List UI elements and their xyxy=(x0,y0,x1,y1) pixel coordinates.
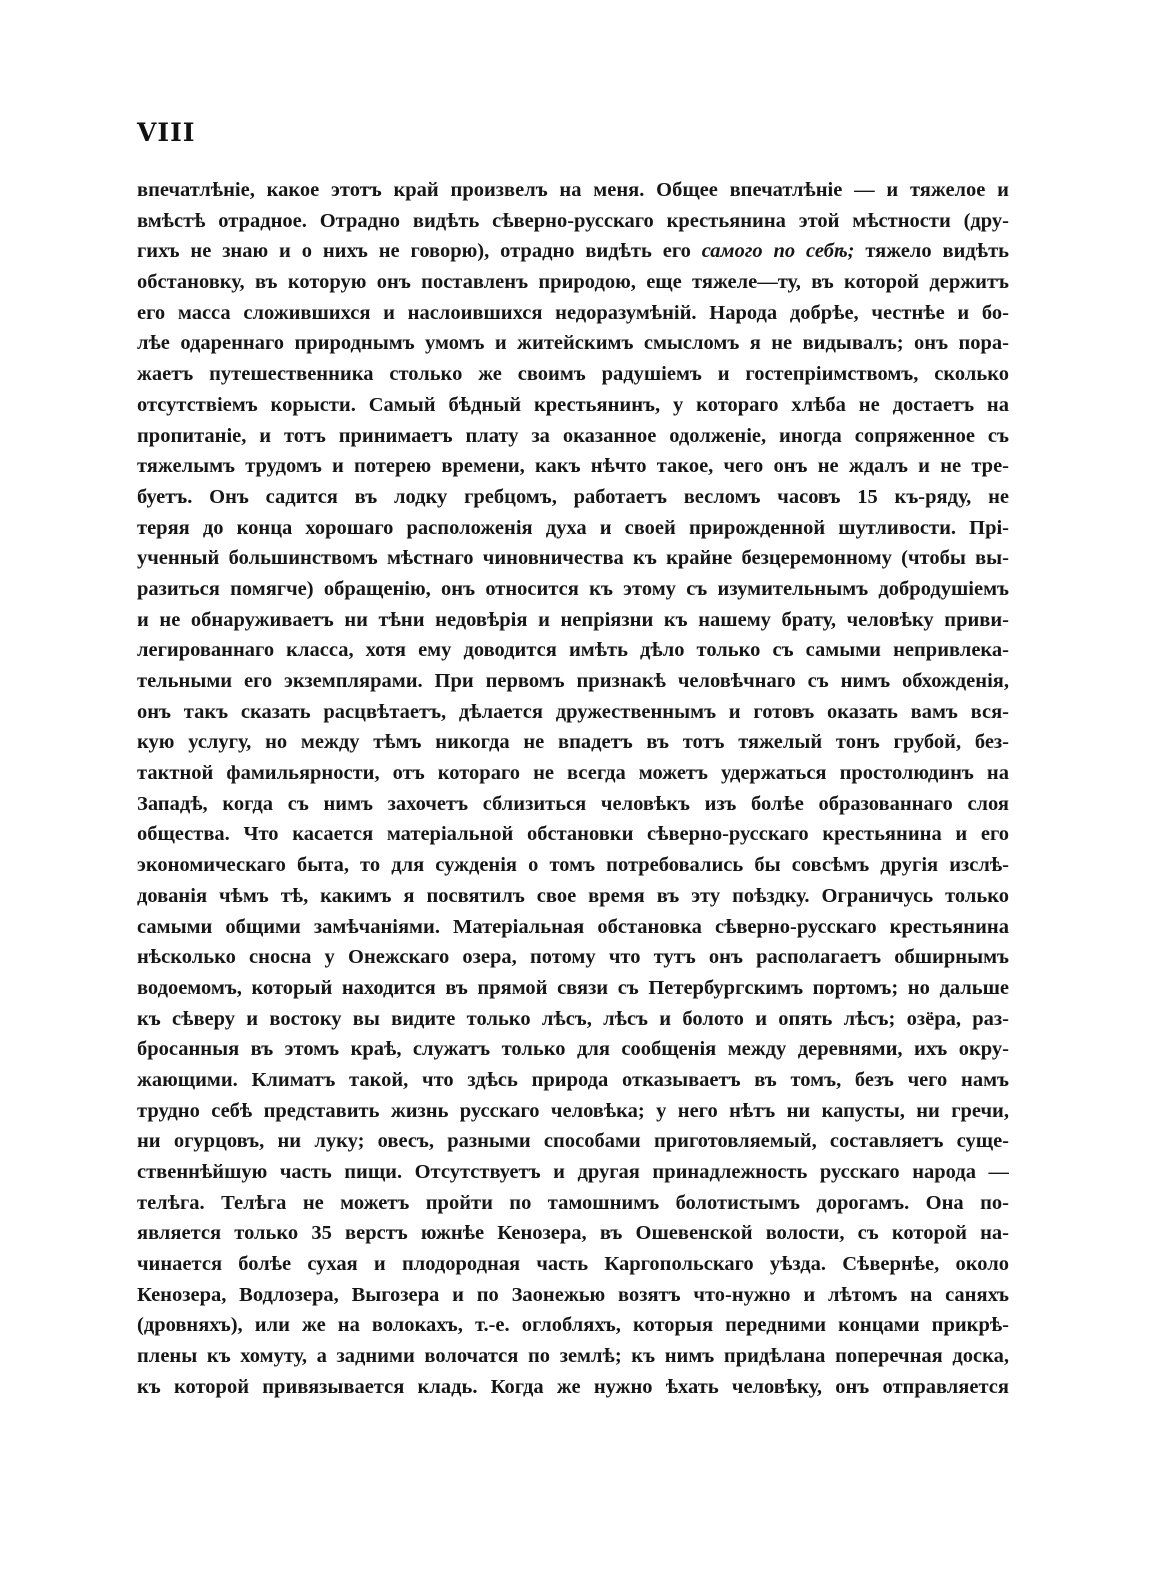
text-run: ученный большинствомъ мѣстнаго чиновничества къ крайне безцеремонному (чтобы вы- xyxy=(137,547,1009,570)
text-line xyxy=(137,1249,1009,1280)
text-line xyxy=(137,666,1009,697)
text-run: (дровняхъ), или же на волокахъ, т.-е. оглобляхъ, которыя передними концами прикрѣ- xyxy=(137,1314,1009,1337)
text-run: его масса сложившихся и наслоившихся недоразумѣній. Народа добрѣе, честнѣе и бо- xyxy=(137,301,1009,324)
text-run: тяжело видѣть xyxy=(854,240,1009,263)
text-run: нѣсколько сносна у Онежскаго озера, потому что тутъ онъ располагаетъ обширнымъ xyxy=(137,946,1009,969)
text-run: тактной фамильярности, отъ котораго не всегда можетъ удержаться простолюдинъ на xyxy=(137,762,1009,785)
text-run: кую услугу, но между тѣмъ никогда не впадетъ въ тотъ тяжелый тонъ грубой, без- xyxy=(137,731,1009,754)
text-line xyxy=(137,789,1009,820)
text-line xyxy=(137,912,1009,943)
text-line xyxy=(137,605,1009,636)
text-line xyxy=(137,1096,1009,1127)
text-run: Кенозера, Водлозера, Выгозера и по Заонежью возятъ что-нужно и лѣтомъ на саняхъ xyxy=(137,1283,1009,1306)
text-line xyxy=(137,543,1009,574)
text-line xyxy=(137,973,1009,1004)
text-run: чинается болѣе сухая и плодородная часть Каргопольскаго уѣзда. Сѣвернѣе, около xyxy=(137,1253,1009,1276)
text-run: общества. Что касается матеріальной обстановки сѣверно-русскаго крестьянина и его xyxy=(137,823,1009,846)
text-line xyxy=(137,635,1009,666)
text-run: легированнаго класса, хотя ему доводится имѣть дѣло только съ самыми непривлека- xyxy=(137,639,1009,662)
text-line xyxy=(137,1004,1009,1035)
text-line xyxy=(137,236,1009,267)
text-line xyxy=(137,1065,1009,1096)
text-run: къ сѣверу и востоку вы видите только лѣсъ, лѣсъ и болото и опять лѣсъ; озёра, раз- xyxy=(137,1007,1009,1030)
text-line xyxy=(137,298,1009,329)
text-run: онъ такъ сказать расцвѣтаетъ, дѣлается дружественнымъ и готовъ оказать вамъ вся- xyxy=(137,700,1009,723)
text-run: разиться помягче) обращенію, онъ относится къ этому съ изумительнымъ добродушіемъ xyxy=(137,577,1009,600)
text-run: трудно себѣ представить жизнь русскаго человѣка; у него нѣтъ ни капусты, ни гречи, xyxy=(137,1099,1009,1122)
text-line xyxy=(137,1218,1009,1249)
text-line xyxy=(137,1126,1009,1157)
text-line xyxy=(137,206,1009,237)
text-run: теряя до конца хорошаго расположенія духа и своей прирожденной шутливости. Прі- xyxy=(137,516,1009,539)
text-line xyxy=(137,1188,1009,1219)
text-line xyxy=(137,328,1009,359)
text-line xyxy=(137,359,1009,390)
text-run: тельными его экземплярами. При первомъ признакѣ человѣчнаго съ нимъ обхожденія, xyxy=(137,670,1009,692)
text-run: жаетъ путешественника столько же своимъ радушіемъ и гостепріимствомъ, сколько xyxy=(137,363,1009,386)
text-run: дованія чѣмъ тѣ, какимъ я посвятилъ свое время въ эту поѣздку. Ограничусь только xyxy=(137,884,1009,907)
text-run: вмѣстѣ отрадное. Отрадно видѣть сѣверно-русскаго крестьянина этой мѣстности (дру- xyxy=(137,209,1009,232)
text-run: гихъ не знаю и о нихъ не говорю), отрадно видѣть его xyxy=(137,240,702,263)
text-line xyxy=(137,574,1009,605)
text-run: ственнѣйшую часть пищи. Отсутствуетъ и другая принадлежность русскаго народа — xyxy=(137,1161,1009,1183)
text-run: самыми общими замѣчаніями. Матеріальная обстановка сѣверно-русскаго крестьянина xyxy=(137,915,1009,938)
text-line xyxy=(137,1372,1009,1403)
text-run: тяжелымъ трудомъ и потерею времени, какъ нѣчто такое, чего онъ не ждалъ и не тре- xyxy=(137,455,1009,478)
text-run: является только 35 верстъ южнѣе Кенозера, въ Ошевенской волости, съ которой на- xyxy=(137,1222,1009,1245)
text-line xyxy=(137,451,1009,482)
text-run: и не обнаруживаетъ ни тѣни недовѣрія и непріязни къ нашему брату, человѣку приви- xyxy=(137,608,1009,631)
text-line xyxy=(137,267,1009,298)
text-line xyxy=(137,390,1009,421)
text-line xyxy=(137,482,1009,513)
text-line xyxy=(137,697,1009,728)
text-run: ни огурцовъ, ни луку; овесъ, разными способами приготовляемый, составляетъ суще- xyxy=(137,1130,1009,1153)
text-line xyxy=(137,1310,1009,1341)
text-run: впечатлѣніе, какое этотъ край произвелъ на меня. Общее впечатлѣніе — и тяжелое и xyxy=(137,179,1009,201)
text-run: лѣе одареннаго природнымъ умомъ и житейскимъ смысломъ я не видывалъ; онъ пора- xyxy=(137,332,1009,355)
text-run: буетъ. Онъ садится въ лодку гребцомъ, работаетъ весломъ часовъ 15 къ-ряду, не xyxy=(137,485,1009,508)
text-run: водоемомъ, который находится въ прямой связи съ Петербургскимъ портомъ; но дальше xyxy=(137,976,1009,999)
text-line xyxy=(137,850,1009,881)
text-line xyxy=(137,1341,1009,1372)
text-line xyxy=(137,421,1009,452)
text-run: экономическаго быта, то для сужденія о томъ потребовались бы совсѣмъ другія изслѣ- xyxy=(137,854,1009,877)
text-line xyxy=(137,1034,1009,1065)
text-run: къ которой привязывается кладь. Когда же нужно ѣхать человѣку, онъ отправляется xyxy=(137,1375,1009,1398)
text-line xyxy=(137,819,1009,850)
text-line xyxy=(137,727,1009,758)
text-run: пропитаніе, и тотъ принимаетъ плату за оказанное одолженіе, иногда сопряженное съ xyxy=(137,424,1009,447)
text-line xyxy=(137,758,1009,789)
text-line xyxy=(137,175,1009,206)
text-run: бросанныя въ этомъ краѣ, служатъ только для сообщенія между деревнями, ихъ окру- xyxy=(137,1038,1009,1061)
page-number: VIII xyxy=(137,118,196,147)
text-run: плены къ хомуту, а задними волочатся по землѣ; къ нимъ придѣлана поперечная доска, xyxy=(137,1345,1009,1368)
text-run: Западѣ, когда съ нимъ захочетъ сблизиться человѣкъ изъ болѣе образованнаго слоя xyxy=(137,792,1009,815)
text-line xyxy=(137,942,1009,973)
body-text xyxy=(137,175,1009,1403)
italic-text-run: самого по себѣ; xyxy=(701,240,855,263)
text-line xyxy=(137,881,1009,912)
text-line xyxy=(137,1157,1009,1188)
text-run: телѣга. Телѣга не можетъ пройти по тамошнимъ болотистымъ дорогамъ. Она по- xyxy=(137,1191,1009,1214)
text-run: жающими. Климатъ такой, что здѣсь природа отказываетъ въ томъ, безъ чего намъ xyxy=(137,1068,1009,1091)
text-line xyxy=(137,513,1009,544)
text-line xyxy=(137,1280,1009,1311)
text-run: отсутствіемъ корысти. Самый бѣдный крестьянинъ, у котораго хлѣба не достаетъ на xyxy=(137,393,1009,416)
text-run: обстановку, въ которую онъ поставленъ природою, еще тяжеле—ту, въ которой держитъ xyxy=(137,271,1009,294)
